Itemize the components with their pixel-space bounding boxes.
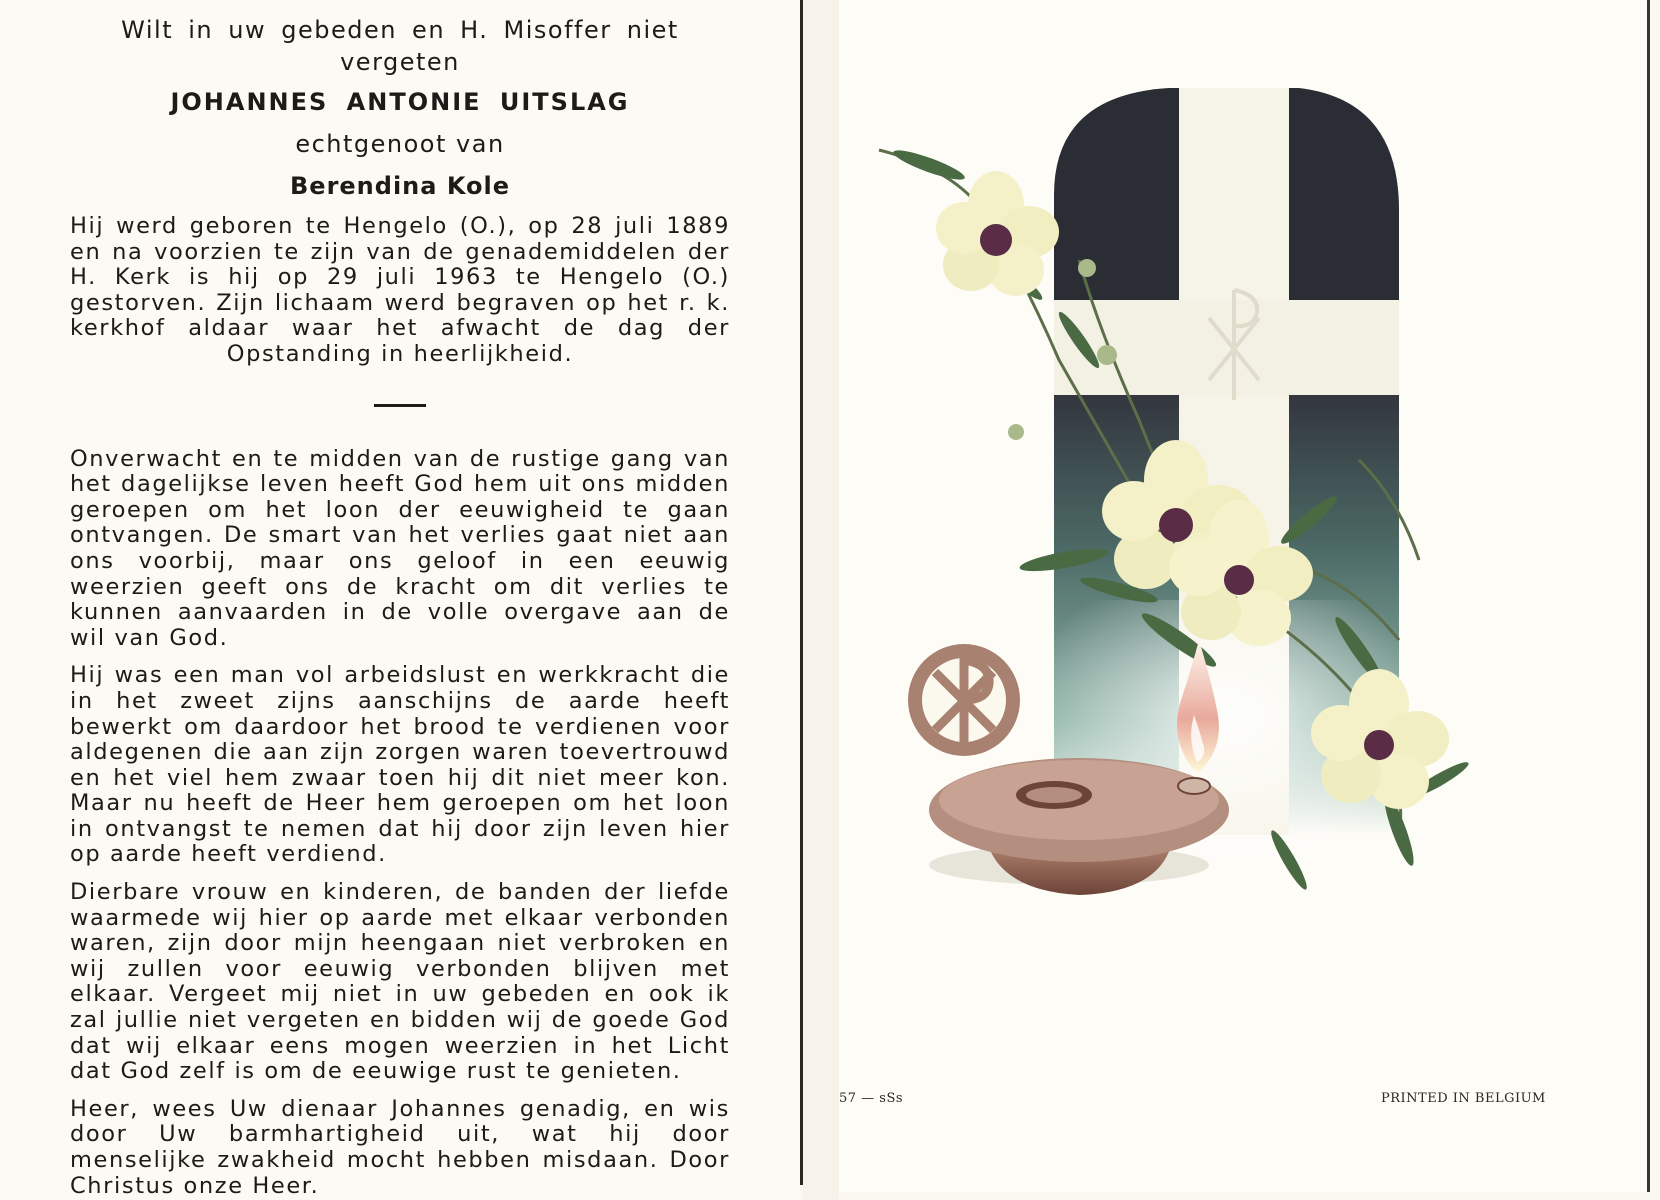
deceased-name: JOHANNES ANTONIE UITSLAG: [170, 88, 630, 116]
prayer-text: [70, 14, 730, 1199]
separator: [374, 404, 426, 407]
devotional-illustration: [839, 0, 1647, 1192]
right-card-edge: [1647, 0, 1650, 1192]
paragraph-4: Heer, wees Uw dienaar Johannes genadig, en wis door Uw barmhartigheid uit, wat hij door menselijke zwakheid mocht hebben misdaan. Door Christus onze Heer.: [70, 1095, 730, 1199]
paragraph-3: Dierbare vrouw en kinderen, de banden der liefde waarmede wij hier op aarde met elkaar verbonden waren, zijn door mijn heengaan niet verbroken en wij zullen voor eeuwig verbonden blijven met elkaar. Vergeet mij niet in uw gebeden en ook ik zal jullie niet vergeten en bidden wij de goede God dat wij elkaar eens mogen weerzien in het Licht dat God zelf is om de eeuwige rust te genieten.: [70, 879, 730, 1085]
left-page: [0, 0, 800, 1200]
biography: Hij werd geboren te Hengelo (O.), op 28 juli 1889 en na voorzien te zijn van de genademiddelen der H. Kerk is hij op 29 juli 1963 te Hengelo (O.) gestorven. Zijn lichaam werd begraven op het r. k. kerkhof aldaar waar het afwacht de dag der Opstanding in heerlijkheid.: [70, 213, 730, 367]
spouse-name: Berendina Kole: [290, 172, 510, 200]
paragraph-1: Onverwacht en te midden van de rustige gang van het dagelijkse leven heeft God hem uit ons midden geroepen om het loon der eeuwigheid te gaan ontvangen. De smart van het verlies gaat niet aan ons voorbij, maar ons geloof in een eeuwig weerzien geeft ons de kracht om dit verlies te kunnen aanvaarden in de volle overgave aan de wil van God.: [70, 445, 730, 651]
print-code: 57 — sSs: [839, 1091, 904, 1106]
flower: [936, 171, 1059, 296]
right-page: [839, 0, 1647, 1192]
printer-note: PRINTED IN BELGIUM: [1381, 1091, 1546, 1106]
chi-rho-icon: [908, 644, 1020, 756]
relation-line: echtgenoot van: [295, 130, 505, 158]
paragraph-2: Hij was een man vol arbeidslust en werkkracht die in het zweet zijns aanschijns de aarde heeft bewerkt om daardoor het brood te verdienen voor aldegenen die aan zijn zorgen waren toevertrouwd en het viel hem zwaar toen hij dit niet meer kon. Maar nu heeft de Heer hem geroepen om het loon in ontvangst te nemen dat hij door zijn leven hier op aarde heeft verdiend.: [70, 662, 730, 868]
card-gutter: [803, 0, 839, 1200]
intro-line: Wilt in uw gebeden en H. Misoffer niet vergeten: [121, 16, 679, 76]
